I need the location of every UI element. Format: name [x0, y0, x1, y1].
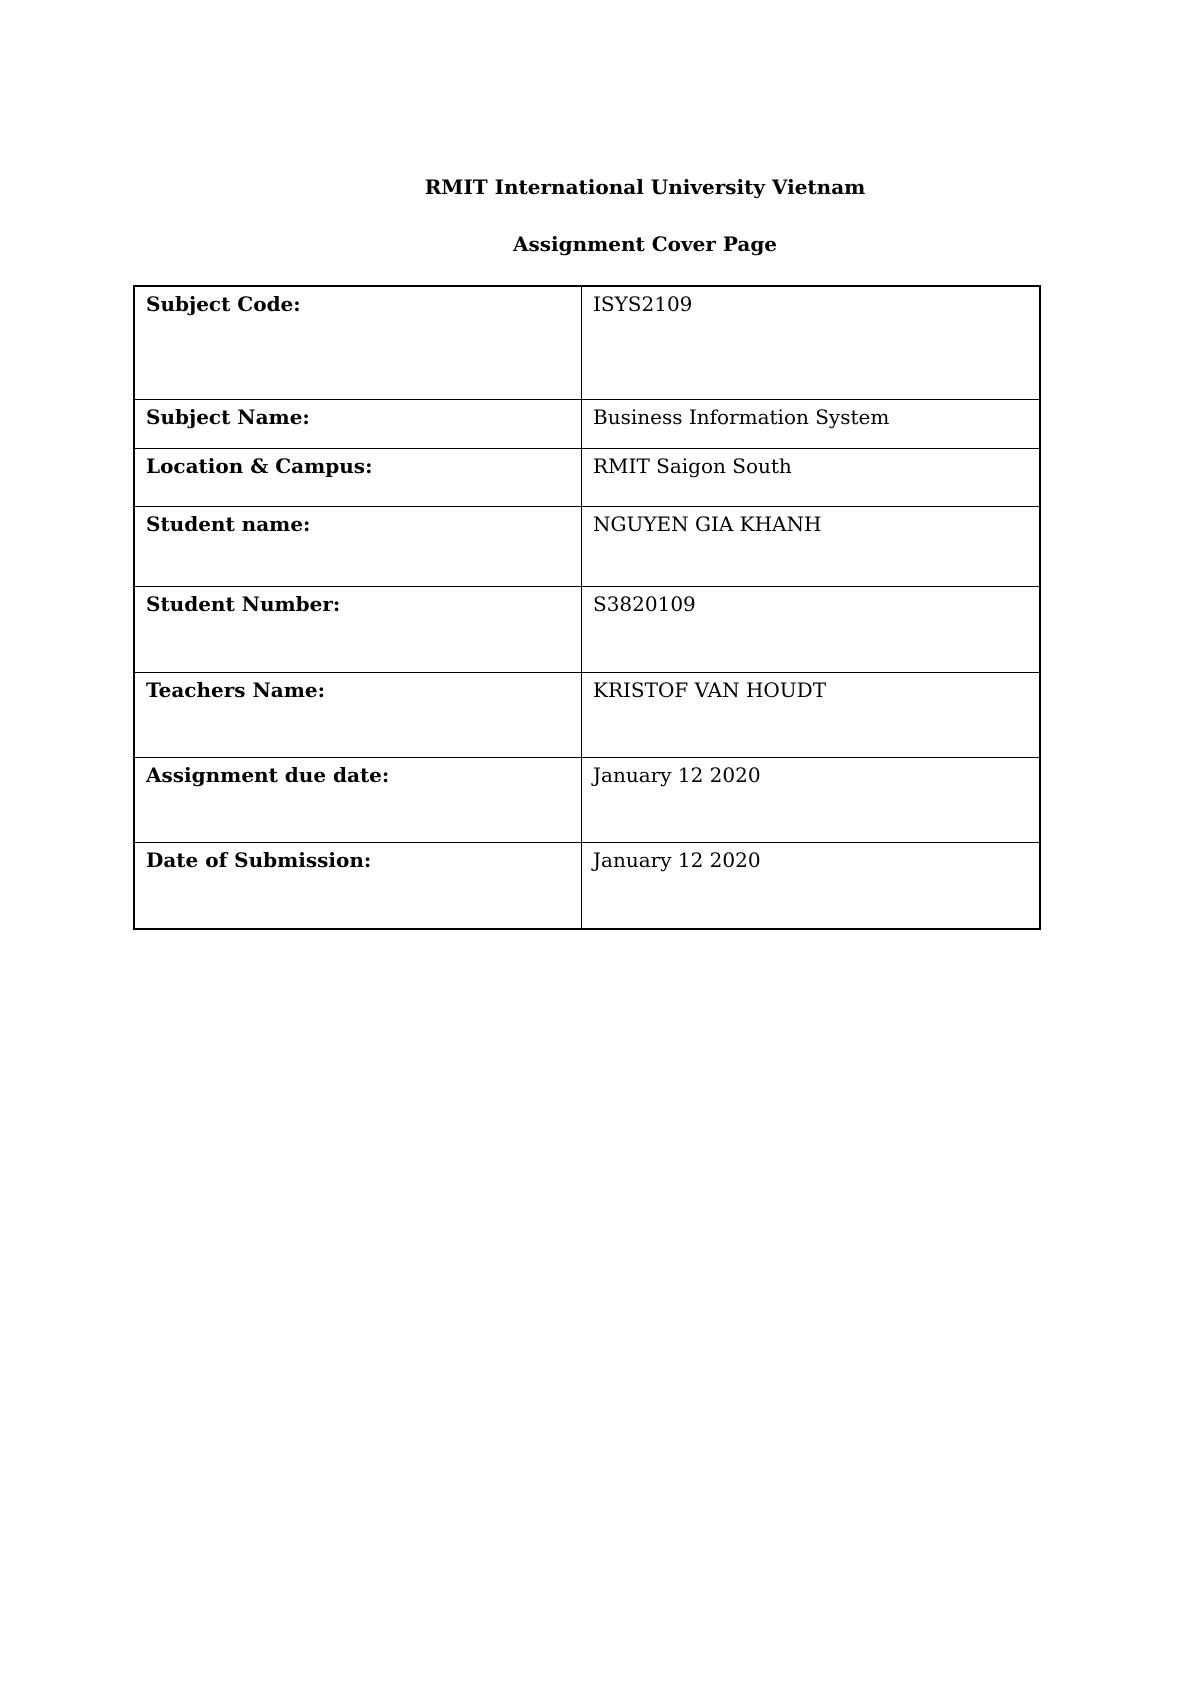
- table-row: [134, 587, 1040, 673]
- subject-code-value: ISYS2109: [582, 286, 1041, 400]
- subject-name-label: Subject Name:: [134, 400, 582, 449]
- subject-code-label: Subject Code:: [134, 286, 582, 400]
- page-title: Assignment Cover Page: [512, 232, 778, 256]
- location-campus-label: Location & Campus:: [134, 449, 582, 507]
- student-number-value: S3820109: [582, 587, 1041, 673]
- table-row: [134, 286, 1040, 400]
- submission-date-value: January 12 2020: [582, 843, 1041, 930]
- table-row: [134, 673, 1040, 758]
- table-row: [134, 400, 1040, 449]
- cover-info-table: [133, 285, 1041, 930]
- due-date-value: January 12 2020: [582, 758, 1041, 843]
- location-campus-value: RMIT Saigon South: [582, 449, 1041, 507]
- university-name: RMIT International University Vietnam: [424, 175, 866, 199]
- student-name-value: NGUYEN GIA KHANH: [582, 507, 1041, 587]
- table-row: [134, 843, 1040, 930]
- teachers-name-value: KRISTOF VAN HOUDT: [582, 673, 1041, 758]
- student-number-label: Student Number:: [134, 587, 582, 673]
- due-date-label: Assignment due date:: [134, 758, 582, 843]
- teachers-name-label: Teachers Name:: [134, 673, 582, 758]
- subject-name-value: Business Information System: [582, 400, 1041, 449]
- table-row: [134, 758, 1040, 843]
- submission-date-label: Date of Submission:: [134, 843, 582, 930]
- table-row: [134, 507, 1040, 587]
- table-row: [134, 449, 1040, 507]
- student-name-label: Student name:: [134, 507, 582, 587]
